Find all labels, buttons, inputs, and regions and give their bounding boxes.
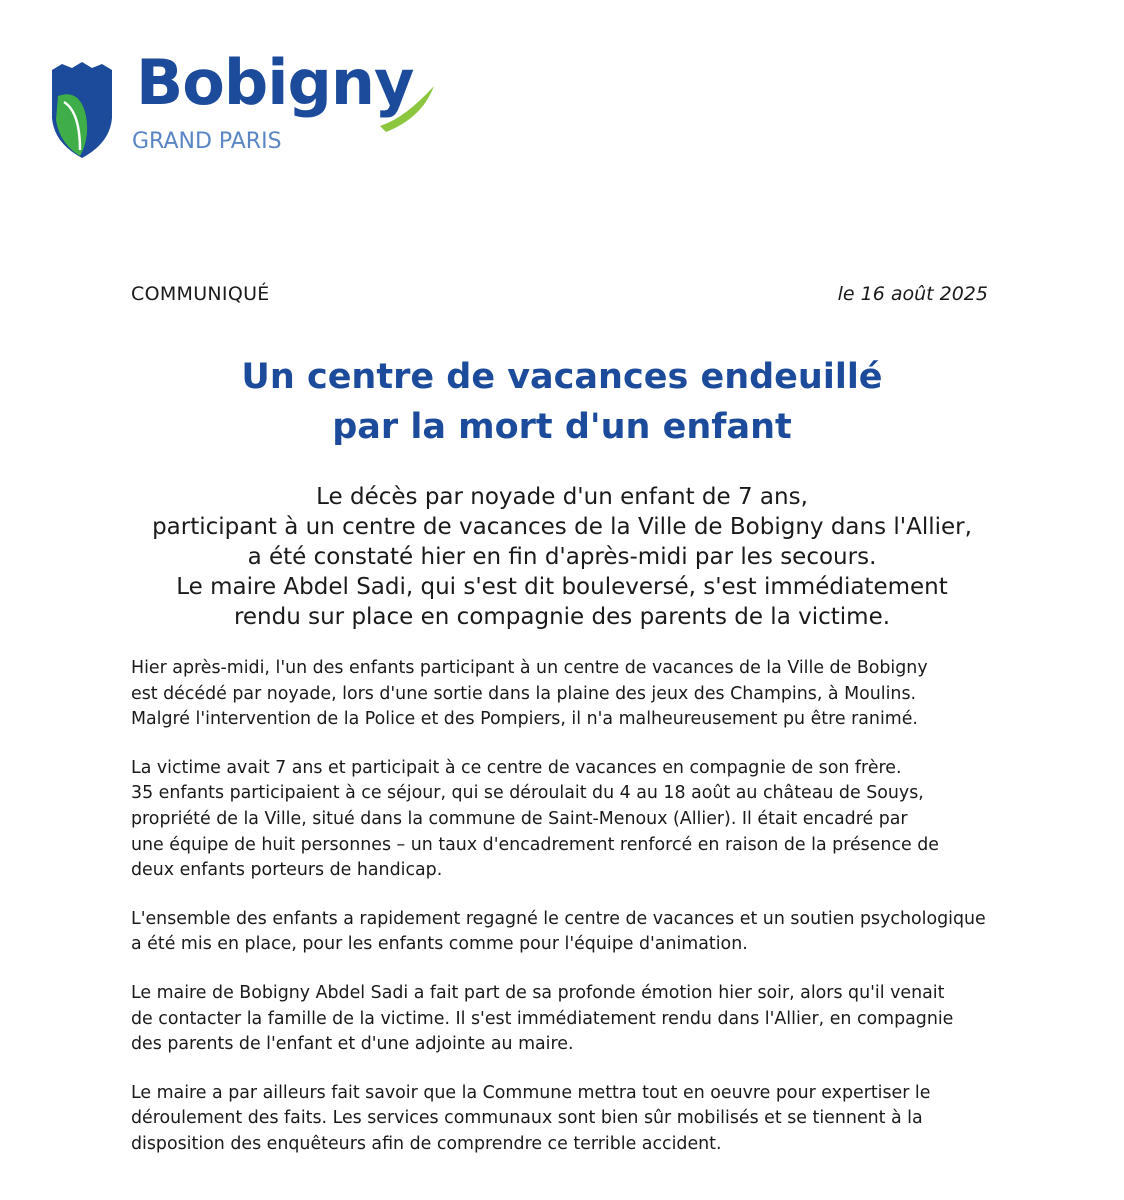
lead-line: Le maire Abdel Sadi, qui s'est dit bouleversé, s'est immédiatement	[176, 574, 948, 600]
lead-line: participant à un centre de vacances de la Ville de Bobigny dans l'Allier,	[152, 514, 972, 540]
body-line: est décédé par noyade, lors d'une sortie dans la plaine des jeux des Champins, à Moulins.	[131, 683, 917, 704]
lead-line: rendu sur place en compagnie des parents de la victime.	[233, 604, 891, 630]
body-line: L'ensemble des enfants a rapidement regagné le centre de vacances et un soutien psychologique	[131, 908, 986, 929]
body-paragraph-5	[131, 1081, 991, 1158]
page-title	[0, 352, 1124, 452]
body-line: Le maire a par ailleurs fait savoir que la Commune mettra tout en oeuvre pour expertiser le	[131, 1082, 931, 1103]
body-line: 35 enfants participaient à ce séjour, qui se déroulait du 4 au 18 août au château de Souys,	[131, 783, 924, 804]
document-type-label: COMMUNIQUÉ	[131, 283, 270, 305]
body-line: disposition des enquêteurs afin de comprendre ce terrible accident.	[131, 1133, 722, 1154]
document-date: le 16 août 2025	[837, 283, 988, 305]
bobigny-logo	[50, 46, 450, 168]
logo-tagline: GRAND PARIS	[132, 129, 282, 154]
title-line-1: Un centre de vacances endeuillé	[241, 357, 883, 397]
body-paragraph-1	[131, 656, 991, 733]
body-line: deux enfants porteurs de handicap.	[131, 860, 443, 881]
article-body	[131, 656, 991, 1181]
body-line: Hier après-midi, l'un des enfants participant à un centre de vacances de la Ville de Bobigny	[131, 658, 928, 678]
logo-wordmark: Bobigny	[136, 46, 414, 119]
body-paragraph-3	[131, 907, 991, 958]
lead-line: a été constaté hier en fin d'après-midi par les secours.	[247, 544, 877, 570]
body-line: La victime avait 7 ans et participait à ce centre de vacances en compagnie de son frère.	[131, 757, 902, 778]
body-line: une équipe de huit personnes – un taux d'encadrement renforcé en raison de la présence de	[131, 834, 939, 855]
title-line-2: par la mort d'un enfant	[332, 407, 792, 447]
body-line: propriété de la Ville, situé dans la commune de Saint-Menoux (Allier). Il était encadré par	[131, 808, 908, 829]
body-line: de contacter la famille de la victime. Il s'est immédiatement rendu dans l'Allier, en compagnie	[131, 1008, 954, 1029]
body-line: a été mis en place, pour les enfants comme pour l'équipe d'animation.	[131, 934, 748, 955]
body-line: Le maire de Bobigny Abdel Sadi a fait part de sa profonde émotion hier soir, alors qu'il venait	[131, 982, 945, 1003]
body-paragraph-2	[131, 756, 991, 884]
body-line: des parents de l'enfant et d'une adjointe au maire.	[131, 1034, 574, 1055]
lead-paragraph	[0, 482, 1124, 632]
body-line: déroulement des faits. Les services communaux sont bien sûr mobilisés et se tiennent à la	[131, 1108, 923, 1129]
body-paragraph-4	[131, 981, 991, 1058]
lead-line: Le décès par noyade d'un enfant de 7 ans,	[316, 484, 808, 510]
body-line: Malgré l'intervention de la Police et des Pompiers, il n'a malheureusement pu être ranimé.	[131, 709, 918, 730]
